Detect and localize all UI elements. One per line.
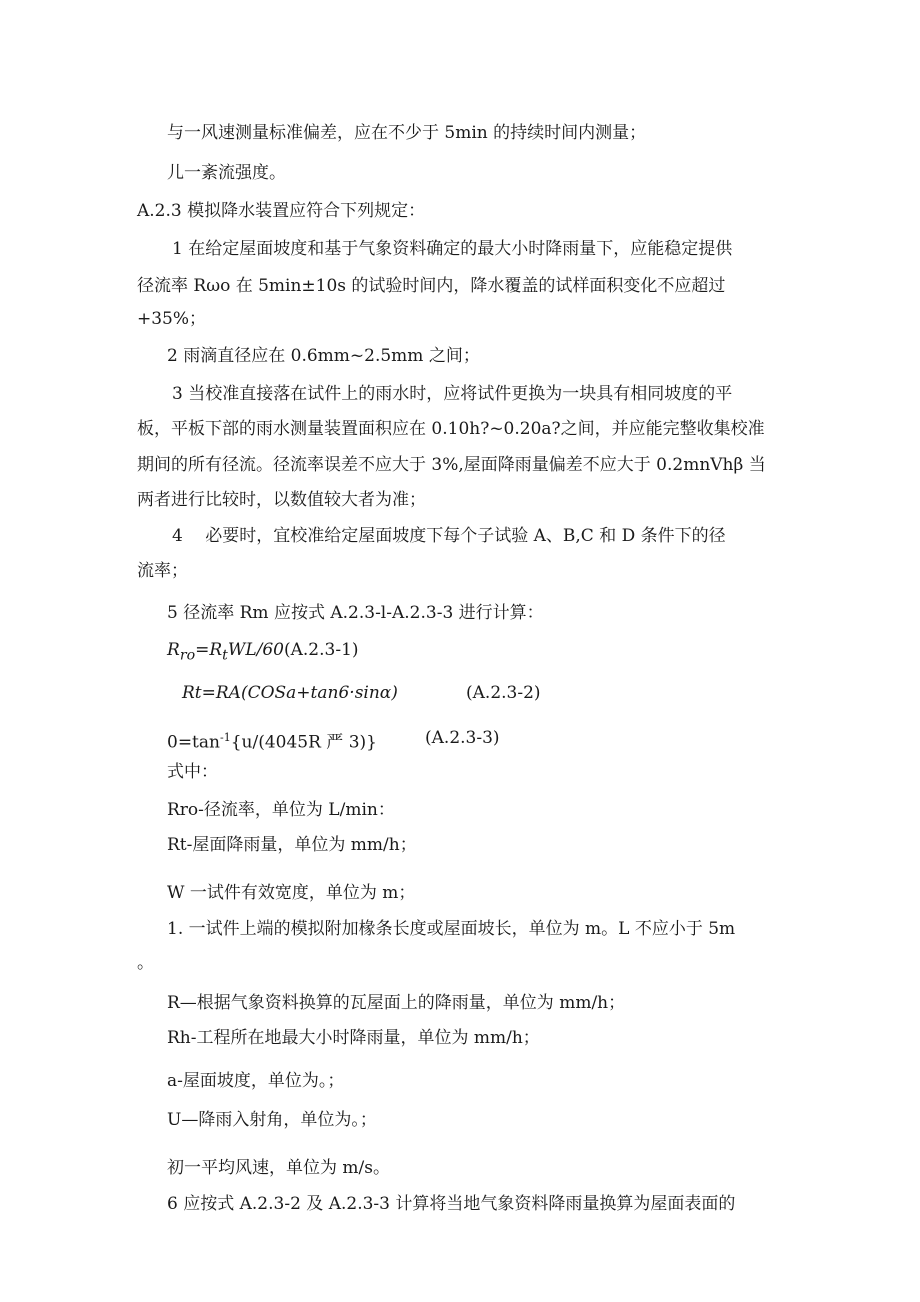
where-line: U—降雨入射角，单位为。； bbox=[167, 1110, 377, 1130]
formula-body-tail: WL/60 bbox=[227, 640, 284, 660]
text-line: 4 必要时，宜校准给定屋面坡度下每个子试验 A、B,C 和 D 条件下的径 bbox=[172, 526, 726, 546]
where-line: a-屋面坡度，单位为。； bbox=[167, 1071, 345, 1091]
text-line: +35%； bbox=[137, 309, 207, 329]
text-line: 流率； bbox=[137, 561, 188, 581]
formula-label: (A.2.3-1) bbox=[283, 640, 359, 660]
formula-label: (A.2.3-3) bbox=[425, 728, 500, 748]
where-line: Rh-工程所在地最大小时降雨量，单位为 mm/h； bbox=[167, 1028, 540, 1048]
formula-a231 bbox=[167, 638, 359, 667]
where-line: Rt-屋面降雨量，单位为 mm/h； bbox=[167, 835, 417, 855]
text-line: 6 应按式 A.2.3-2 及 A.2.3-3 计算将当地气象资料降雨量换算为屋面表面的 bbox=[167, 1194, 736, 1214]
where-line: 式中： bbox=[167, 762, 218, 782]
formula-body-sub: t bbox=[222, 647, 228, 664]
where-line: 。 bbox=[137, 953, 154, 973]
formula-sup: -1 bbox=[219, 731, 231, 744]
formula-pre: 0=tan bbox=[167, 732, 220, 753]
text-line: 径流率 Rωo 在 5min±10s 的试验时间内，降水覆盖的试样面积变化不应超过 bbox=[137, 276, 726, 296]
formula-lhs-sub: ro bbox=[179, 647, 196, 664]
text-line: 2 雨滴直径应在 0.6mm~2.5mm 之间； bbox=[167, 346, 480, 366]
formula-lhs: R bbox=[167, 640, 180, 660]
where-line: R—根据气象资料换算的瓦屋面上的降雨量，单位为 mm/h； bbox=[167, 993, 626, 1013]
text-line: 期间的所有径流。径流率误差不应大于 3%,屋面降雨量偏差不应大于 0.2mnVhβ 当 bbox=[137, 455, 766, 475]
formula-a233 bbox=[167, 726, 377, 755]
where-line: 1. 一试件上端的模拟附加椽条长度或屋面坡长，单位为 m。L 不应小于 5m bbox=[167, 919, 736, 939]
formula-post: {u/(4045R 严 3)} bbox=[230, 732, 377, 753]
text-line: 5 径流率 Rm 应按式 A.2.3-l-A.2.3-3 进行计算： bbox=[167, 603, 544, 623]
text-line: 两者进行比较时，以数值较大者为准； bbox=[137, 490, 426, 510]
where-line: W 一试件有效宽度，单位为 m； bbox=[167, 883, 416, 903]
where-line: 初一平均风速，单位为 m/s。 bbox=[167, 1158, 390, 1178]
formula-body: =R bbox=[195, 640, 223, 660]
text-line: 与一风速测量标准偏差，应在不少于 5min 的持续时间内测量； bbox=[167, 123, 647, 143]
text-line: 1 在给定屋面坡度和基于气象资料确定的最大小时降雨量下，应能稳定提供 bbox=[172, 239, 733, 259]
formula-label: (A.2.3-2) bbox=[466, 683, 541, 703]
formula-a232: Rt=RA(COSa+tan6·sinα) bbox=[182, 683, 398, 703]
text-line: 板，平板下部的雨水测量装置面积应在 0.10h?~0.20a?之间，并应能完整收集校准 bbox=[137, 419, 765, 439]
where-line: Rro-径流率，单位为 L/min： bbox=[167, 800, 395, 820]
text-line: 儿一紊流强度。 bbox=[167, 163, 286, 183]
text-line: 3 当校准直接落在试件上的雨水时，应将试件更换为一块具有相同坡度的平 bbox=[172, 384, 733, 404]
section-heading: A.2.3 模拟降水装置应符合下列规定： bbox=[137, 201, 426, 221]
